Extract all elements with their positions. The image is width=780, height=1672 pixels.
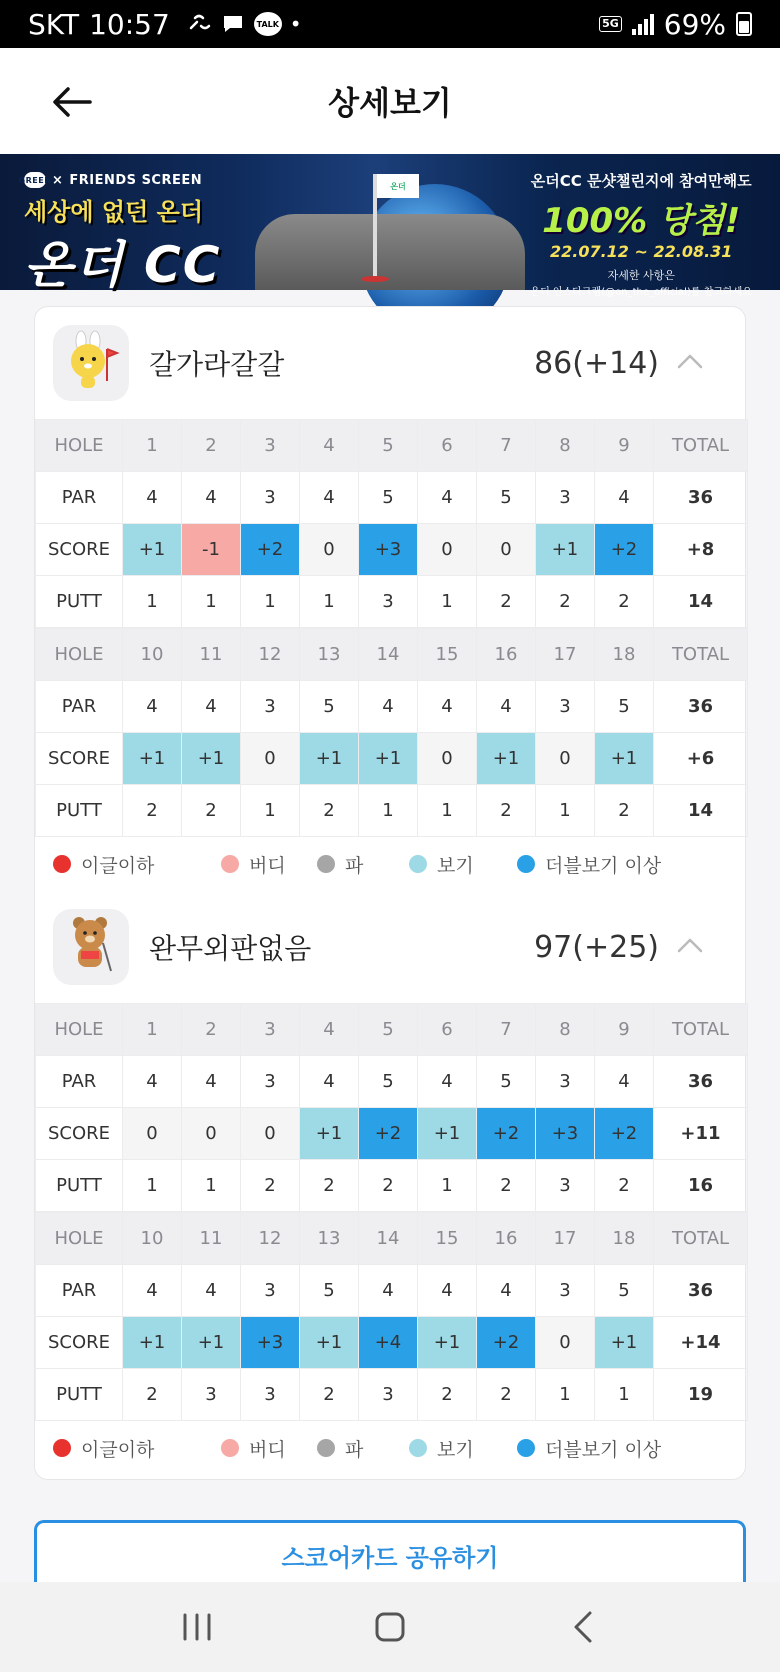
score-cell: +1 bbox=[300, 733, 359, 785]
chevron-up-icon[interactable] bbox=[675, 347, 705, 377]
score-total: +8 bbox=[654, 524, 748, 576]
legend-item bbox=[221, 1435, 317, 1462]
putt-cell: 2 bbox=[300, 1369, 359, 1421]
legend-label: 파 bbox=[345, 854, 364, 877]
score-cell: +2 bbox=[595, 524, 654, 576]
score-row bbox=[36, 1317, 748, 1369]
par-cell: 4 bbox=[123, 472, 182, 524]
legend-label: 파 bbox=[345, 1438, 364, 1461]
score-cell: +1 bbox=[123, 1317, 182, 1369]
par-cell: 4 bbox=[182, 472, 241, 524]
score-cell: +1 bbox=[123, 733, 182, 785]
legend-item bbox=[317, 851, 409, 878]
link-notification-icon bbox=[186, 11, 212, 37]
legend-item bbox=[409, 851, 517, 878]
score-cell: 0 bbox=[477, 524, 536, 576]
hole-number: 18 bbox=[595, 1213, 654, 1265]
hole-number: 6 bbox=[418, 1004, 477, 1056]
hole-number: 8 bbox=[536, 1004, 595, 1056]
par-cell: 4 bbox=[182, 1056, 241, 1108]
avatar bbox=[53, 909, 129, 985]
score-cell: 0 bbox=[300, 524, 359, 576]
score-cell: 0 bbox=[418, 733, 477, 785]
legend-label: 이글이하 bbox=[81, 1438, 155, 1461]
legend-item bbox=[53, 1435, 221, 1462]
par-cell: 3 bbox=[241, 1265, 300, 1317]
putt-cell: 1 bbox=[182, 576, 241, 628]
score-label: SCORE bbox=[36, 1317, 123, 1369]
status-bar bbox=[0, 0, 780, 48]
score-cell: +3 bbox=[359, 524, 418, 576]
score-cell: +3 bbox=[536, 1108, 595, 1160]
putt-cell: 2 bbox=[300, 1160, 359, 1212]
score-cell: +1 bbox=[300, 1108, 359, 1160]
par-cell: 4 bbox=[418, 1265, 477, 1317]
recent-apps-button[interactable] bbox=[167, 1597, 227, 1657]
par-cell: 4 bbox=[418, 1056, 477, 1108]
putt-cell: 2 bbox=[123, 785, 182, 837]
putt-cell: 2 bbox=[359, 1160, 418, 1212]
legend-dot-icon bbox=[317, 1439, 335, 1457]
score-cell: 0 bbox=[123, 1108, 182, 1160]
putt-row bbox=[36, 576, 748, 628]
score-row bbox=[36, 1108, 748, 1160]
player-total-score: 86(+14) bbox=[534, 345, 659, 381]
legend-label: 보기 bbox=[437, 1438, 474, 1461]
promo-banner[interactable] bbox=[0, 154, 780, 298]
score-cell: +1 bbox=[595, 1317, 654, 1369]
promo-note1: 자세한 사항은 bbox=[607, 269, 675, 282]
hole-total: TOTAL bbox=[654, 420, 748, 472]
putt-cell: 1 bbox=[182, 1160, 241, 1212]
share-scorecard-button[interactable]: 스코어카드 공유하기 bbox=[34, 1520, 746, 1596]
hole-label: HOLE bbox=[36, 420, 123, 472]
score-cell: 0 bbox=[182, 1108, 241, 1160]
putt-cell: 2 bbox=[477, 785, 536, 837]
hole-total: TOTAL bbox=[654, 1213, 748, 1265]
hole-row bbox=[36, 1004, 748, 1056]
putt-cell: 2 bbox=[477, 1160, 536, 1212]
putt-label: PUTT bbox=[36, 785, 123, 837]
par-cell: 4 bbox=[595, 1056, 654, 1108]
legend-item bbox=[409, 1435, 517, 1462]
score-cell: 0 bbox=[241, 1108, 300, 1160]
chevron-up-icon[interactable] bbox=[675, 931, 705, 961]
par-cell: 4 bbox=[477, 681, 536, 733]
putt-cell: 1 bbox=[123, 576, 182, 628]
score-row bbox=[36, 524, 748, 576]
home-button[interactable] bbox=[360, 1597, 420, 1657]
score-table-back bbox=[35, 1212, 748, 1421]
chevron-left-icon bbox=[571, 1610, 595, 1644]
hole-number: 18 bbox=[595, 629, 654, 681]
hole-number: 12 bbox=[241, 629, 300, 681]
putt-cell: 2 bbox=[241, 1160, 300, 1212]
putt-cell: 2 bbox=[595, 576, 654, 628]
par-cell: 4 bbox=[477, 1265, 536, 1317]
score-total: +6 bbox=[654, 733, 748, 785]
putt-cell: 2 bbox=[123, 1369, 182, 1421]
putt-total: 19 bbox=[654, 1369, 748, 1421]
page-title: 상세보기 bbox=[328, 84, 452, 122]
putt-cell: 2 bbox=[595, 1160, 654, 1212]
putt-cell: 2 bbox=[182, 785, 241, 837]
par-total: 36 bbox=[654, 1056, 748, 1108]
putt-cell: 1 bbox=[595, 1369, 654, 1421]
score-legend bbox=[35, 1421, 745, 1475]
legend-label: 버디 bbox=[249, 854, 286, 877]
par-label: PAR bbox=[36, 1265, 123, 1317]
putt-cell: 1 bbox=[418, 785, 477, 837]
legend-dot-icon bbox=[221, 1439, 239, 1457]
score-cell: 0 bbox=[418, 524, 477, 576]
player-name: 완무외판없음 bbox=[149, 932, 312, 965]
legend-dot-icon bbox=[517, 1439, 535, 1457]
putt-cell: 1 bbox=[241, 576, 300, 628]
hole-number: 5 bbox=[359, 1004, 418, 1056]
hole-number: 1 bbox=[123, 1004, 182, 1056]
par-cell: 3 bbox=[241, 472, 300, 524]
score-cell: 0 bbox=[241, 733, 300, 785]
par-cell: 5 bbox=[477, 472, 536, 524]
score-table-back bbox=[35, 628, 748, 837]
putt-cell: 2 bbox=[536, 576, 595, 628]
putt-cell: 2 bbox=[595, 785, 654, 837]
putt-cell: 3 bbox=[359, 576, 418, 628]
hole-number: 16 bbox=[477, 1213, 536, 1265]
score-row bbox=[36, 733, 748, 785]
hole-number: 16 bbox=[477, 629, 536, 681]
legend-item bbox=[317, 1435, 409, 1462]
hole-number: 17 bbox=[536, 629, 595, 681]
hole-number: 17 bbox=[536, 1213, 595, 1265]
score-cell: +1 bbox=[300, 1317, 359, 1369]
legend-label: 버디 bbox=[249, 1438, 286, 1461]
hole-number: 1 bbox=[123, 420, 182, 472]
hole-number: 10 bbox=[123, 629, 182, 681]
signal-strength-icon bbox=[632, 13, 654, 35]
putt-label: PUTT bbox=[36, 576, 123, 628]
score-cell: +1 bbox=[359, 733, 418, 785]
hole-number: 15 bbox=[418, 629, 477, 681]
player-header[interactable] bbox=[35, 307, 745, 419]
par-cell: 4 bbox=[123, 1056, 182, 1108]
score-cell: -1 bbox=[182, 524, 241, 576]
score-cell: +2 bbox=[477, 1108, 536, 1160]
hole-number: 14 bbox=[359, 629, 418, 681]
putt-cell: 2 bbox=[300, 785, 359, 837]
hole-total: TOTAL bbox=[654, 629, 748, 681]
score-label: SCORE bbox=[36, 733, 123, 785]
battery-icon bbox=[736, 12, 752, 36]
hole-row bbox=[36, 629, 748, 681]
hole-number: 3 bbox=[241, 1004, 300, 1056]
legend-item bbox=[517, 851, 697, 878]
hole-number: 7 bbox=[477, 1004, 536, 1056]
score-cell: +2 bbox=[595, 1108, 654, 1160]
score-cell: +1 bbox=[182, 733, 241, 785]
par-cell: 4 bbox=[595, 472, 654, 524]
hole-number: 11 bbox=[182, 629, 241, 681]
score-cell: +4 bbox=[359, 1317, 418, 1369]
banner-brand: GREEN × FRIENDS SCREEN bbox=[18, 172, 203, 188]
message-notification-icon bbox=[220, 11, 246, 37]
putt-cell: 3 bbox=[359, 1369, 418, 1421]
hole-label: HOLE bbox=[36, 1004, 123, 1056]
hole-number: 9 bbox=[595, 420, 654, 472]
hole-row bbox=[36, 420, 748, 472]
score-cell: +1 bbox=[123, 524, 182, 576]
putt-cell: 3 bbox=[182, 1369, 241, 1421]
legend-label: 이글이하 bbox=[81, 854, 155, 877]
avatar bbox=[53, 325, 129, 401]
hole-number: 8 bbox=[536, 420, 595, 472]
score-cell: 0 bbox=[536, 1317, 595, 1369]
par-label: PAR bbox=[36, 1056, 123, 1108]
hole-number: 13 bbox=[300, 629, 359, 681]
recent-apps-icon bbox=[180, 1612, 214, 1642]
par-cell: 5 bbox=[359, 472, 418, 524]
score-cell: +1 bbox=[595, 733, 654, 785]
putt-cell: 3 bbox=[241, 1369, 300, 1421]
score-total: +11 bbox=[654, 1108, 748, 1160]
score-total: +14 bbox=[654, 1317, 748, 1369]
player-header[interactable] bbox=[35, 891, 745, 1003]
par-label: PAR bbox=[36, 681, 123, 733]
promo-line1: 온더CC 문샷챌린지에 참여만해도 bbox=[530, 172, 752, 190]
legend-label: 보기 bbox=[437, 854, 474, 877]
legend-item bbox=[517, 1435, 697, 1462]
putt-label: PUTT bbox=[36, 1369, 123, 1421]
par-total: 36 bbox=[654, 681, 748, 733]
hole-number: 9 bbox=[595, 1004, 654, 1056]
legend-label: 더블보기 이상 bbox=[545, 1438, 662, 1461]
hole-number: 13 bbox=[300, 1213, 359, 1265]
moon-surface-illustration bbox=[255, 214, 525, 290]
hole-number: 2 bbox=[182, 420, 241, 472]
putt-cell: 1 bbox=[359, 785, 418, 837]
putt-total: 14 bbox=[654, 576, 748, 628]
legend-label: 더블보기 이상 bbox=[545, 854, 662, 877]
score-cell: 0 bbox=[536, 733, 595, 785]
score-cell: +1 bbox=[418, 1317, 477, 1369]
putt-cell: 1 bbox=[241, 785, 300, 837]
score-cell: +1 bbox=[536, 524, 595, 576]
hole-label: HOLE bbox=[36, 1213, 123, 1265]
hole-label: HOLE bbox=[36, 629, 123, 681]
home-icon bbox=[374, 1611, 406, 1643]
rabbit-character-icon bbox=[63, 331, 119, 395]
promo-dates: 22.07.12 ~ 22.08.31 bbox=[549, 242, 733, 261]
par-cell: 5 bbox=[595, 1265, 654, 1317]
putt-cell: 1 bbox=[418, 576, 477, 628]
legend-item bbox=[221, 851, 317, 878]
par-total: 36 bbox=[654, 1265, 748, 1317]
legend-dot-icon bbox=[53, 855, 71, 873]
par-cell: 4 bbox=[300, 472, 359, 524]
hole-number: 2 bbox=[182, 1004, 241, 1056]
legend-dot-icon bbox=[221, 855, 239, 873]
hole-number: 11 bbox=[182, 1213, 241, 1265]
putt-cell: 1 bbox=[300, 576, 359, 628]
hole-cup bbox=[361, 276, 389, 282]
par-cell: 3 bbox=[536, 472, 595, 524]
hole-total: TOTAL bbox=[654, 1004, 748, 1056]
scorecard-card bbox=[34, 306, 746, 1480]
par-label: PAR bbox=[36, 472, 123, 524]
par-cell: 4 bbox=[359, 1265, 418, 1317]
par-cell: 5 bbox=[477, 1056, 536, 1108]
hole-number: 4 bbox=[300, 420, 359, 472]
legend-dot-icon bbox=[517, 855, 535, 873]
score-cell: +2 bbox=[241, 524, 300, 576]
score-legend bbox=[35, 837, 745, 891]
par-cell: 4 bbox=[182, 1265, 241, 1317]
par-cell: 4 bbox=[123, 1265, 182, 1317]
score-table-front bbox=[35, 1003, 748, 1212]
hole-number: 6 bbox=[418, 420, 477, 472]
score-cell: +2 bbox=[359, 1108, 418, 1160]
banner-slogan: 세상에 없던 온더 bbox=[24, 198, 203, 226]
score-cell: +1 bbox=[182, 1317, 241, 1369]
promo-note2: 온더 인스타그램(@on_the_official)를 참고하세요 bbox=[530, 287, 752, 298]
player-total-score: 97(+25) bbox=[534, 929, 659, 965]
legend-dot-icon bbox=[409, 1439, 427, 1457]
score-cell: +1 bbox=[477, 733, 536, 785]
legend-dot-icon bbox=[317, 855, 335, 873]
clock: 10:57 bbox=[89, 7, 170, 41]
battery-percent: 69% bbox=[663, 7, 726, 41]
par-cell: 4 bbox=[418, 472, 477, 524]
flag-icon: 온더 bbox=[377, 174, 419, 198]
player-name: 갈가라갈갈 bbox=[149, 348, 285, 381]
app-header bbox=[0, 48, 780, 154]
system-navigation-bar bbox=[0, 1582, 780, 1672]
score-cell: +2 bbox=[477, 1317, 536, 1369]
par-cell: 4 bbox=[418, 681, 477, 733]
hole-number: 5 bbox=[359, 420, 418, 472]
score-cell: +3 bbox=[241, 1317, 300, 1369]
putt-cell: 1 bbox=[536, 785, 595, 837]
par-cell: 5 bbox=[300, 1265, 359, 1317]
arrow-left-icon bbox=[52, 86, 92, 118]
hole-number: 14 bbox=[359, 1213, 418, 1265]
par-cell: 3 bbox=[536, 681, 595, 733]
putt-cell: 3 bbox=[536, 1160, 595, 1212]
par-cell: 4 bbox=[300, 1056, 359, 1108]
par-row bbox=[36, 472, 748, 524]
par-total: 36 bbox=[654, 472, 748, 524]
par-row bbox=[36, 1056, 748, 1108]
score-label: SCORE bbox=[36, 1108, 123, 1160]
putt-row bbox=[36, 785, 748, 837]
putt-row bbox=[36, 1160, 748, 1212]
banner-course-name: 온더 CC bbox=[24, 236, 222, 294]
more-notifications-dot-icon: • bbox=[289, 12, 302, 36]
legend-dot-icon bbox=[53, 1439, 71, 1457]
par-row bbox=[36, 1265, 748, 1317]
legend-dot-icon bbox=[409, 855, 427, 873]
legend-item bbox=[53, 851, 221, 878]
score-cell: +1 bbox=[418, 1108, 477, 1160]
hole-row bbox=[36, 1213, 748, 1265]
hole-number: 7 bbox=[477, 420, 536, 472]
par-row bbox=[36, 681, 748, 733]
promo-headline: 100% 당첨! bbox=[542, 201, 741, 241]
player-section bbox=[35, 307, 745, 891]
hole-number: 10 bbox=[123, 1213, 182, 1265]
bear-character-icon bbox=[63, 913, 119, 981]
putt-cell: 1 bbox=[418, 1160, 477, 1212]
putt-cell: 2 bbox=[477, 1369, 536, 1421]
par-cell: 4 bbox=[182, 681, 241, 733]
putt-cell: 1 bbox=[123, 1160, 182, 1212]
back-button[interactable] bbox=[48, 78, 96, 126]
kakaotalk-notification-icon: TALK bbox=[254, 12, 282, 36]
hole-number: 15 bbox=[418, 1213, 477, 1265]
par-cell: 3 bbox=[536, 1265, 595, 1317]
par-cell: 5 bbox=[595, 681, 654, 733]
putt-cell: 2 bbox=[418, 1369, 477, 1421]
par-cell: 3 bbox=[241, 681, 300, 733]
par-cell: 3 bbox=[241, 1056, 300, 1108]
putt-cell: 2 bbox=[477, 576, 536, 628]
score-label: SCORE bbox=[36, 524, 123, 576]
brand-badge: GREEN bbox=[24, 172, 46, 188]
putt-total: 14 bbox=[654, 785, 748, 837]
back-nav-button[interactable] bbox=[553, 1597, 613, 1657]
hole-number: 4 bbox=[300, 1004, 359, 1056]
player-section bbox=[35, 891, 745, 1475]
putt-label: PUTT bbox=[36, 1160, 123, 1212]
putt-total: 16 bbox=[654, 1160, 748, 1212]
par-cell: 5 bbox=[300, 681, 359, 733]
hole-number: 3 bbox=[241, 420, 300, 472]
putt-cell: 1 bbox=[536, 1369, 595, 1421]
par-cell: 5 bbox=[359, 1056, 418, 1108]
par-cell: 3 bbox=[536, 1056, 595, 1108]
score-table-front bbox=[35, 419, 748, 628]
putt-row bbox=[36, 1369, 748, 1421]
par-cell: 4 bbox=[359, 681, 418, 733]
par-cell: 4 bbox=[123, 681, 182, 733]
network-type: 5G bbox=[599, 16, 622, 32]
hole-number: 12 bbox=[241, 1213, 300, 1265]
carrier: SKT bbox=[28, 7, 80, 41]
